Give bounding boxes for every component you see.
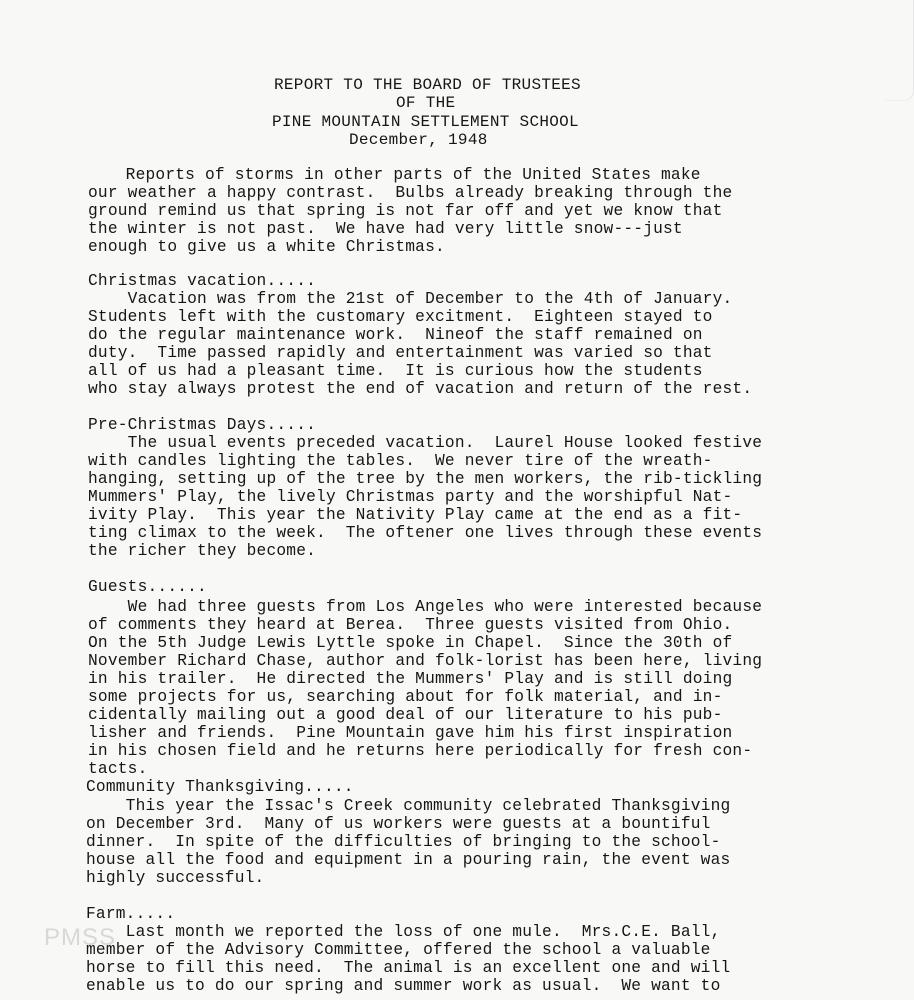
section-heading: Community Thanksgiving..... bbox=[86, 778, 354, 796]
text-line: The usual events preceded vacation. Laurel House looked festive bbox=[88, 434, 763, 452]
text-line: of comments they heard at Berea. Three guests visited from Ohio. bbox=[88, 616, 733, 634]
school-name: PINE MOUNTAIN SETTLEMENT SCHOOL bbox=[272, 113, 579, 131]
report-title-of-the: OF THE bbox=[396, 94, 456, 112]
report-title: REPORT TO THE BOARD OF TRUSTEES bbox=[274, 76, 581, 94]
text-line: ivity Play. This year the Nativity Play came at the end as a fit- bbox=[88, 506, 743, 524]
text-line: hanging, setting up of the tree by the men workers, the rib-tickling bbox=[88, 470, 763, 488]
text-line: We had three guests from Los Angeles who were interested because bbox=[88, 598, 763, 616]
text-line: This year the Issac's Creek community celebrated Thanksgiving bbox=[86, 797, 731, 815]
text-line: Last month we reported the loss of one mule. Mrs.C.E. Ball, bbox=[86, 923, 721, 941]
text-line: the richer they become. bbox=[88, 542, 317, 560]
text-line: ting climax to the week. The oftener one lives through these events bbox=[88, 524, 763, 542]
text-line: tacts. bbox=[88, 760, 148, 778]
page-edge-mark bbox=[885, 0, 914, 101]
text-line: November Richard Chase, author and folk-lorist has been here, living bbox=[88, 652, 763, 670]
text-line: some projects for us, searching about for folk material, and in- bbox=[88, 688, 723, 706]
watermark: PMSS bbox=[44, 924, 117, 951]
text-line: house all the food and equipment in a pouring rain, the event was bbox=[86, 851, 731, 869]
text-line: duty. Time passed rapidly and entertainment was varied so that bbox=[88, 344, 713, 362]
text-line: Reports of storms in other parts of the United States make bbox=[86, 166, 701, 184]
text-line: member of the Advisory Committee, offered the school a valuable bbox=[86, 941, 711, 959]
report-date: December, 1948 bbox=[349, 131, 488, 149]
text-line: cidentally mailing out a good deal of our literature to his pub- bbox=[88, 706, 723, 724]
text-line: horse to fill this need. The animal is an excellent one and will bbox=[86, 959, 731, 977]
text-line: the winter is not past. We have had very little snow---just bbox=[88, 220, 683, 238]
text-line: enable us to do our spring and summer work as usual. We want to bbox=[86, 977, 721, 995]
text-line: Mummers' Play, the lively Christmas party and the worshipful Nat- bbox=[88, 488, 733, 506]
text-line: with candles lighting the tables. We never tire of the wreath- bbox=[88, 452, 713, 470]
section-heading: Guests...... bbox=[88, 578, 207, 596]
text-line: dinner. In spite of the difficulties of bringing to the school- bbox=[86, 833, 721, 851]
text-line: on December 3rd. Many of us workers were guests at a bountiful bbox=[86, 815, 711, 833]
text-line: all of us had a pleasant time. It is curious how the students bbox=[88, 362, 703, 380]
text-line: highly successful. bbox=[86, 869, 265, 887]
section-heading: Farm..... bbox=[86, 905, 176, 923]
text-line: Students left with the customary excitment. Eighteen stayed to bbox=[88, 308, 713, 326]
text-line: do the regular maintenance work. Nineof the staff remained on bbox=[88, 326, 703, 344]
text-line: in his trailer. He directed the Mummers' Play and is still doing bbox=[88, 670, 733, 688]
text-line: Vacation was from the 21st of December to the 4th of January. bbox=[88, 290, 733, 308]
section-heading: Pre-Christmas Days..... bbox=[88, 416, 317, 434]
text-line: our weather a happy contrast. Bulbs already breaking through the bbox=[88, 184, 733, 202]
text-line: ground remind us that spring is not far off and yet we know that bbox=[88, 202, 723, 220]
text-line: lisher and friends. Pine Mountain gave him his first inspiration bbox=[88, 724, 733, 742]
text-line: who stay always protest the end of vacation and return of the rest. bbox=[88, 380, 753, 398]
text-line: enough to give us a white Christmas. bbox=[88, 238, 445, 256]
section-heading: Christmas vacation..... bbox=[88, 272, 317, 290]
text-line: in his chosen field and he returns here periodically for fresh con- bbox=[88, 742, 753, 760]
text-line: On the 5th Judge Lewis Lyttle spoke in Chapel. Since the 30th of bbox=[88, 634, 733, 652]
